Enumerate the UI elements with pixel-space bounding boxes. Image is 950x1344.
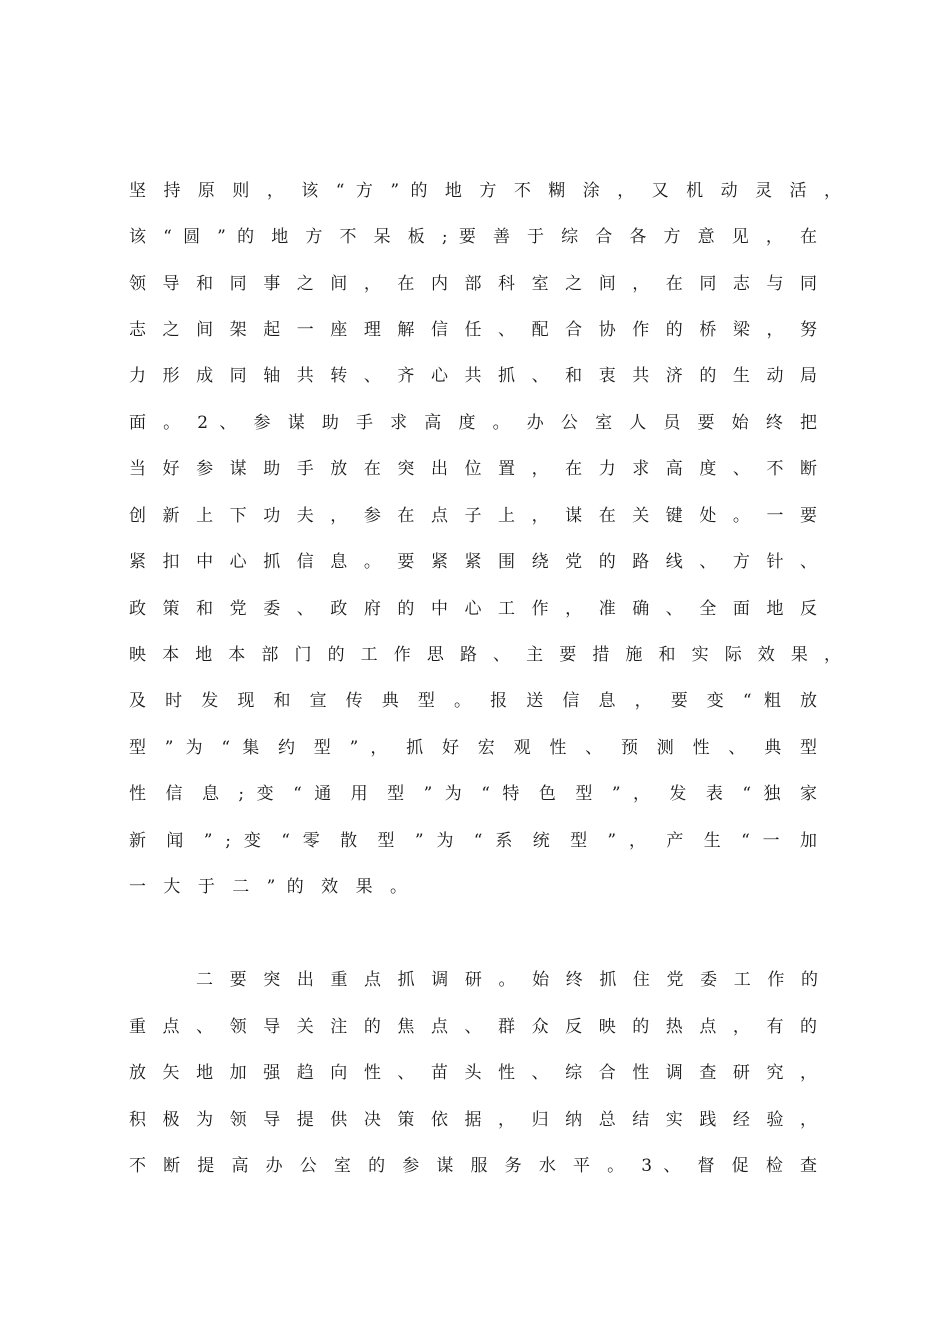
text-line-19: 放 矢 地 加 强 趋 向 性 、 苗 头 性 、 综 合 性 调 查 研 究 ， (129, 1063, 817, 1083)
text-line-12: 及 时 发 现 和 宣 传 典 型 。 报 送 信 息 ， 要 变 “ 粗 放 (129, 691, 817, 711)
text-line-15: 新 闻 ” ; 变 “ 零 散 型 ” 为 “ 系 统 型 ” ， 产 生 “ 一 加 (129, 831, 817, 851)
text-line-3: 领 导 和 同 事 之 间 ， 在 内 部 科 室 之 间 ， 在 同 志 与 同 (129, 274, 817, 294)
text-line-10: 政 策 和 党 委 、 政 府 的 中 心 工 作 ， 准 确 、 全 面 地 反 (129, 599, 817, 619)
text-line-18: 重 点 、 领 导 关 注 的 焦 点 、 群 众 反 映 的 热 点 ， 有 的 (129, 1017, 817, 1037)
text-line-14: 性 信 息 ; 变 “ 通 用 型 ” 为 “ 特 色 型 ” ， 发 表 “ 独 家 (129, 784, 817, 804)
text-line-16: 一 大 于 二 ” 的 效 果 。 (129, 877, 407, 897)
text-line-8: 创 新 上 下 功 夫 ， 参 在 点 子 上 ， 谋 在 关 键 处 。 一 要 (129, 506, 817, 526)
text-line-9: 紧 扣 中 心 抓 信 息 。 要 紧 紧 围 绕 党 的 路 线 、 方 针 、 (129, 552, 817, 572)
text-line-11: 映 本 地 本 部 门 的 工 作 思 路 、 主 要 措 施 和 实 际 效 果 ， (129, 645, 841, 665)
text-line-2: 该 “ 圆 ” 的 地 方 不 呆 板 ; 要 善 于 综 合 各 方 意 见 ， 在 (129, 227, 817, 247)
text-line-20: 积 极 为 领 导 提 供 决 策 依 据 ， 归 纳 总 结 实 践 经 验 ， (129, 1110, 817, 1130)
text-line-13: 型 ” 为 “ 集 约 型 ” ， 抓 好 宏 观 性 、 预 测 性 、 典 型 (129, 738, 817, 758)
text-line-21: 不 断 提 高 办 公 室 的 参 谋 服 务 水 平 。 3 、 督 促 检 查 (129, 1156, 817, 1176)
text-line-6: 面 。 2 、 参 谋 助 手 求 高 度 。 办 公 室 人 员 要 始 终 把 (129, 413, 817, 433)
text-line-7: 当 好 参 谋 助 手 放 在 突 出 位 置 ， 在 力 求 高 度 、 不 断 (129, 459, 817, 479)
text-line-5: 力 形 成 同 轴 共 转 、 齐 心 共 抓 、 和 衷 共 济 的 生 动 局 (129, 366, 817, 386)
text-line-1: 坚 持 原 则 ， 该 “ 方 ” 的 地 方 不 糊 涂 ， 又 机 动 灵 活 ， (129, 181, 841, 201)
text-line-17: 二 要 突 出 重 点 抓 调 研 。 始 终 抓 住 党 委 工 作 的 (196, 970, 818, 990)
text-line-4: 志 之 间 架 起 一 座 理 解 信 任 、 配 合 协 作 的 桥 梁 ， 努 (129, 320, 817, 340)
